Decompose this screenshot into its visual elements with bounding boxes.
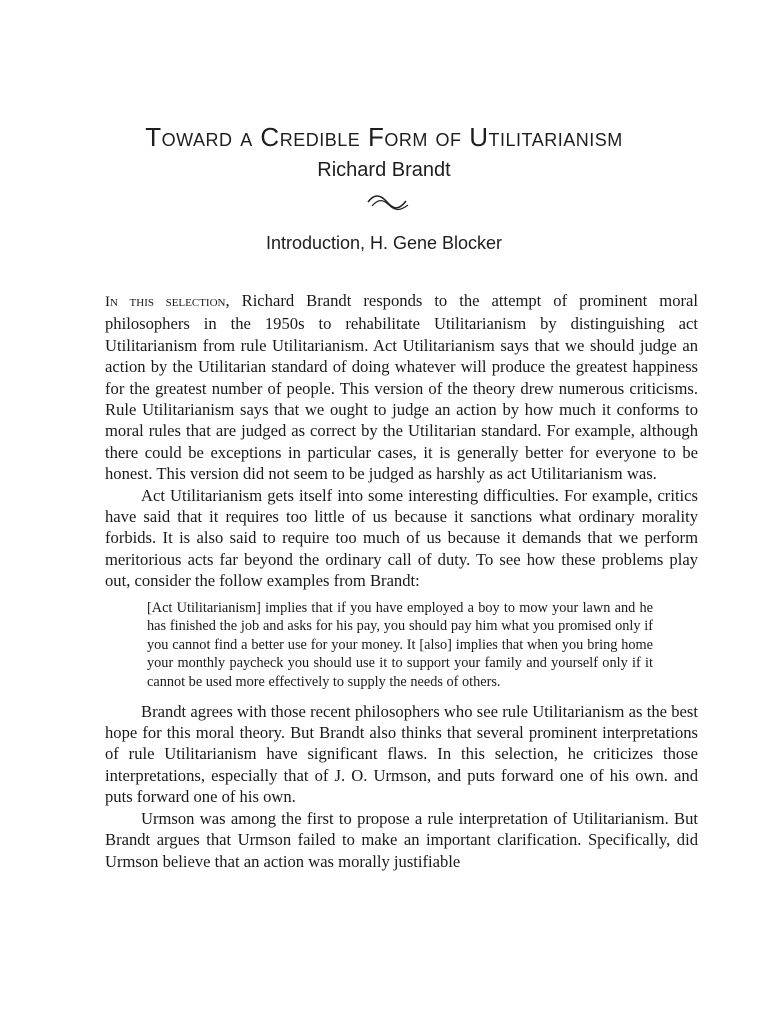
author-name: Richard Brandt [317, 159, 451, 181]
introduction-heading: Introduction, H. Gene Blocker [265, 233, 503, 253]
block-quote: [Act Utilitarianism] implies that if you have employed a boy to mow your lawn and he has finished the job and asks for his pay, you should pay him what you promised only if you cannot find a better use for your money. It [also] implies that when you bring home your monthly paycheck you should use it to support your family and yourself only if it cannot be used more effectively to supply the needs of others. [147, 599, 653, 691]
article-title: Toward a Credible Form of Utilitarianism [145, 122, 623, 152]
paragraph-1-text: , Richard Brandt responds to the attempt of prominent moral philosophers in the 1950s to rehabilitate Utilitarianism by distinguishing act Utilitarianism from rule Utilitarianism. Act Utilitarianism says that we should judge an action by the Utilitarian standard of doing whatever will produce the greatest happiness for the greatest number of people. This version of the theory drew numerous criticisms. Rule Utilitarianism says that we ought to judge an action by how much it conforms to moral rules that are judged as correct by the Utilitarian standard. For example, although there could be exceptions in particular cases, it is generally better for everyone to be honest. This version did not seem to be judged as harshly as act Utilitarianism was. [105, 291, 699, 484]
paragraph-3: Brandt agrees with those recent philosophers who see rule Utilitarianism as the best hope for this moral theory. But Brandt also thinks that several prominent interpretations of rule Utilitarianism have significant flaws. In this selection, he criticizes those interpretations, especially that of J. O. Urmson, and puts forward one of his own. and puts forward one of his own. [105, 701, 698, 807]
paragraph-lead-in: In this selection [105, 294, 226, 310]
swash-ornament-icon [366, 193, 410, 213]
paragraph-1 [105, 290, 698, 485]
paragraph-4: Urmson was among the first to propose a rule interpretation of Utilitarianism. But Brandt argues that Urmson failed to make an important clarification. Specifically, did Urmson believe that an action was morally justifiable [105, 808, 698, 871]
article-body [105, 290, 698, 872]
paragraph-2: Act Utilitarianism gets itself into some interesting difficulties. For example, critics have said that it requires too little of us because it sanctions what ordinary morality forbids. It is also said to require too much of us because it demands that we perform meritorious acts far beyond the ordinary call of duty. To see how these problems play out, consider the follow examples from Brandt: [105, 485, 698, 591]
